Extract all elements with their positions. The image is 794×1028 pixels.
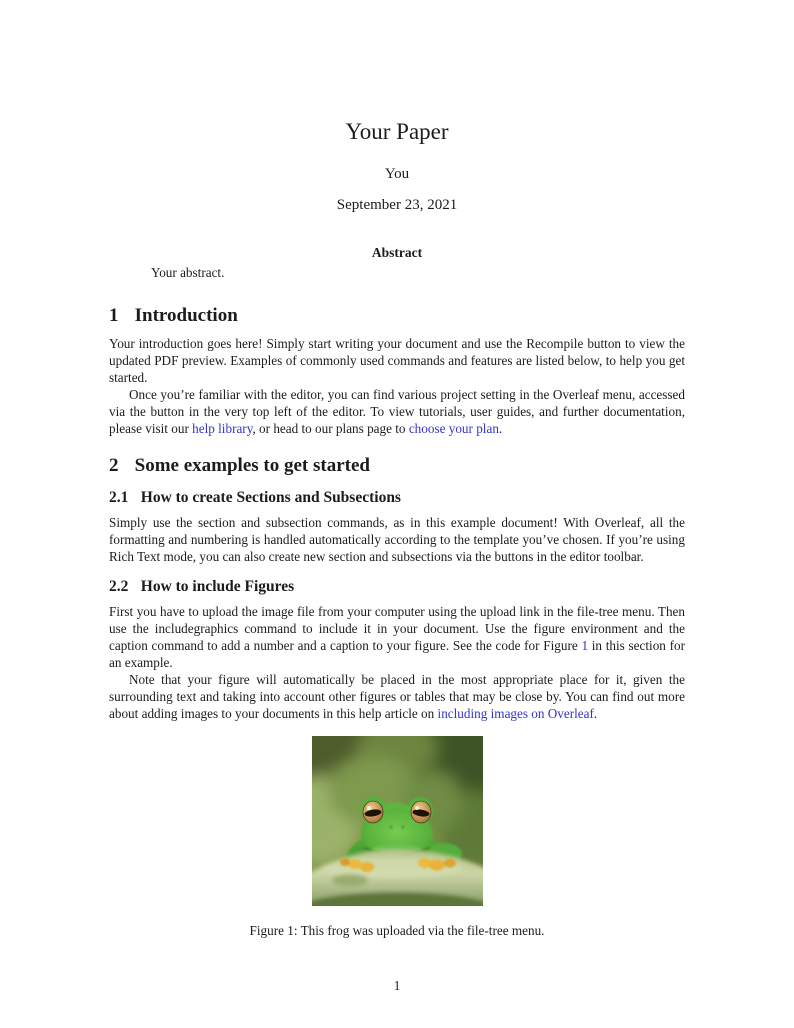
subsection-number: 2.1 bbox=[109, 489, 129, 506]
text-run: . bbox=[593, 706, 598, 721]
paragraph bbox=[109, 386, 685, 437]
abstract-body: Your abstract. bbox=[151, 265, 225, 280]
section-title: Some examples to get started bbox=[134, 455, 370, 476]
paper-author: You bbox=[384, 166, 410, 182]
text-run: in this section for an example. bbox=[109, 638, 685, 670]
paragraph bbox=[109, 335, 685, 386]
text-run: First you have to upload the image file from your computer using the upload link in the file-tree menu. Then use the includegraphics command to include it in your document. Use the figure environment and the caption command to add a number and a caption to your figure. See the code for Figure bbox=[109, 604, 685, 653]
paper-title: Your Paper bbox=[345, 119, 449, 144]
text-run: Note that your figure will automatically be placed in the most appropriate place for it, given the surrounding text and taking into account other figures or tables that may be close by. You can find out more about adding images to your documents in this help article on bbox=[109, 672, 685, 721]
text-run: Once you’re familiar with the editor, you can find various project setting in the Overleaf menu, accessed via the button in the very top left of the editor. To view tutorials, user guides, and further documentation, please visit our bbox=[109, 387, 685, 436]
section-title: Introduction bbox=[134, 305, 238, 326]
text-run: Simply use the section and subsection commands, as in this example document! With Overleaf, all the formatting and numbering is handled automatically according to the template you’ve chosen. If you’re using Rich Text mode, you can also create new section and subsections via the buttons in the editor toolbar. bbox=[109, 515, 685, 564]
abstract-heading: Abstract bbox=[371, 245, 423, 260]
inline-link[interactable]: including images on Overleaf bbox=[437, 706, 594, 721]
text-run: , or head to our plans page to bbox=[252, 421, 409, 436]
section-heading-introduction bbox=[109, 304, 685, 328]
subsection-title: How to include Figures bbox=[140, 578, 295, 595]
subsection-title: How to create Sections and Subsections bbox=[140, 489, 401, 506]
text-column bbox=[109, 244, 685, 939]
frog-photo bbox=[312, 736, 483, 906]
section-heading-examples bbox=[109, 454, 685, 478]
page-number: 1 bbox=[393, 978, 401, 993]
subsection-number: 2.2 bbox=[109, 578, 129, 595]
subsection-heading-figures bbox=[109, 577, 685, 597]
subsection-heading-sections bbox=[109, 488, 685, 508]
figure-1 bbox=[109, 736, 685, 906]
section-number: 2 bbox=[109, 455, 119, 476]
section-number: 1 bbox=[109, 305, 119, 326]
text-run: Your introduction goes here! Simply start writing your document and use the Recompile button to view the updated PDF preview. Examples of commonly used commands and features are listed below, to help you get started. bbox=[109, 336, 685, 385]
paper-date: September 23, 2021 bbox=[336, 197, 458, 213]
inline-link[interactable]: help library bbox=[192, 421, 253, 436]
inline-link[interactable]: choose your plan bbox=[408, 421, 499, 436]
paragraph bbox=[109, 514, 685, 565]
paragraph bbox=[109, 671, 685, 722]
figure-caption: Figure 1: This frog was uploaded via the file-tree menu. bbox=[249, 923, 545, 938]
inline-link[interactable]: 1 bbox=[581, 638, 589, 653]
paragraph bbox=[109, 603, 685, 671]
text-run: . bbox=[498, 421, 503, 436]
